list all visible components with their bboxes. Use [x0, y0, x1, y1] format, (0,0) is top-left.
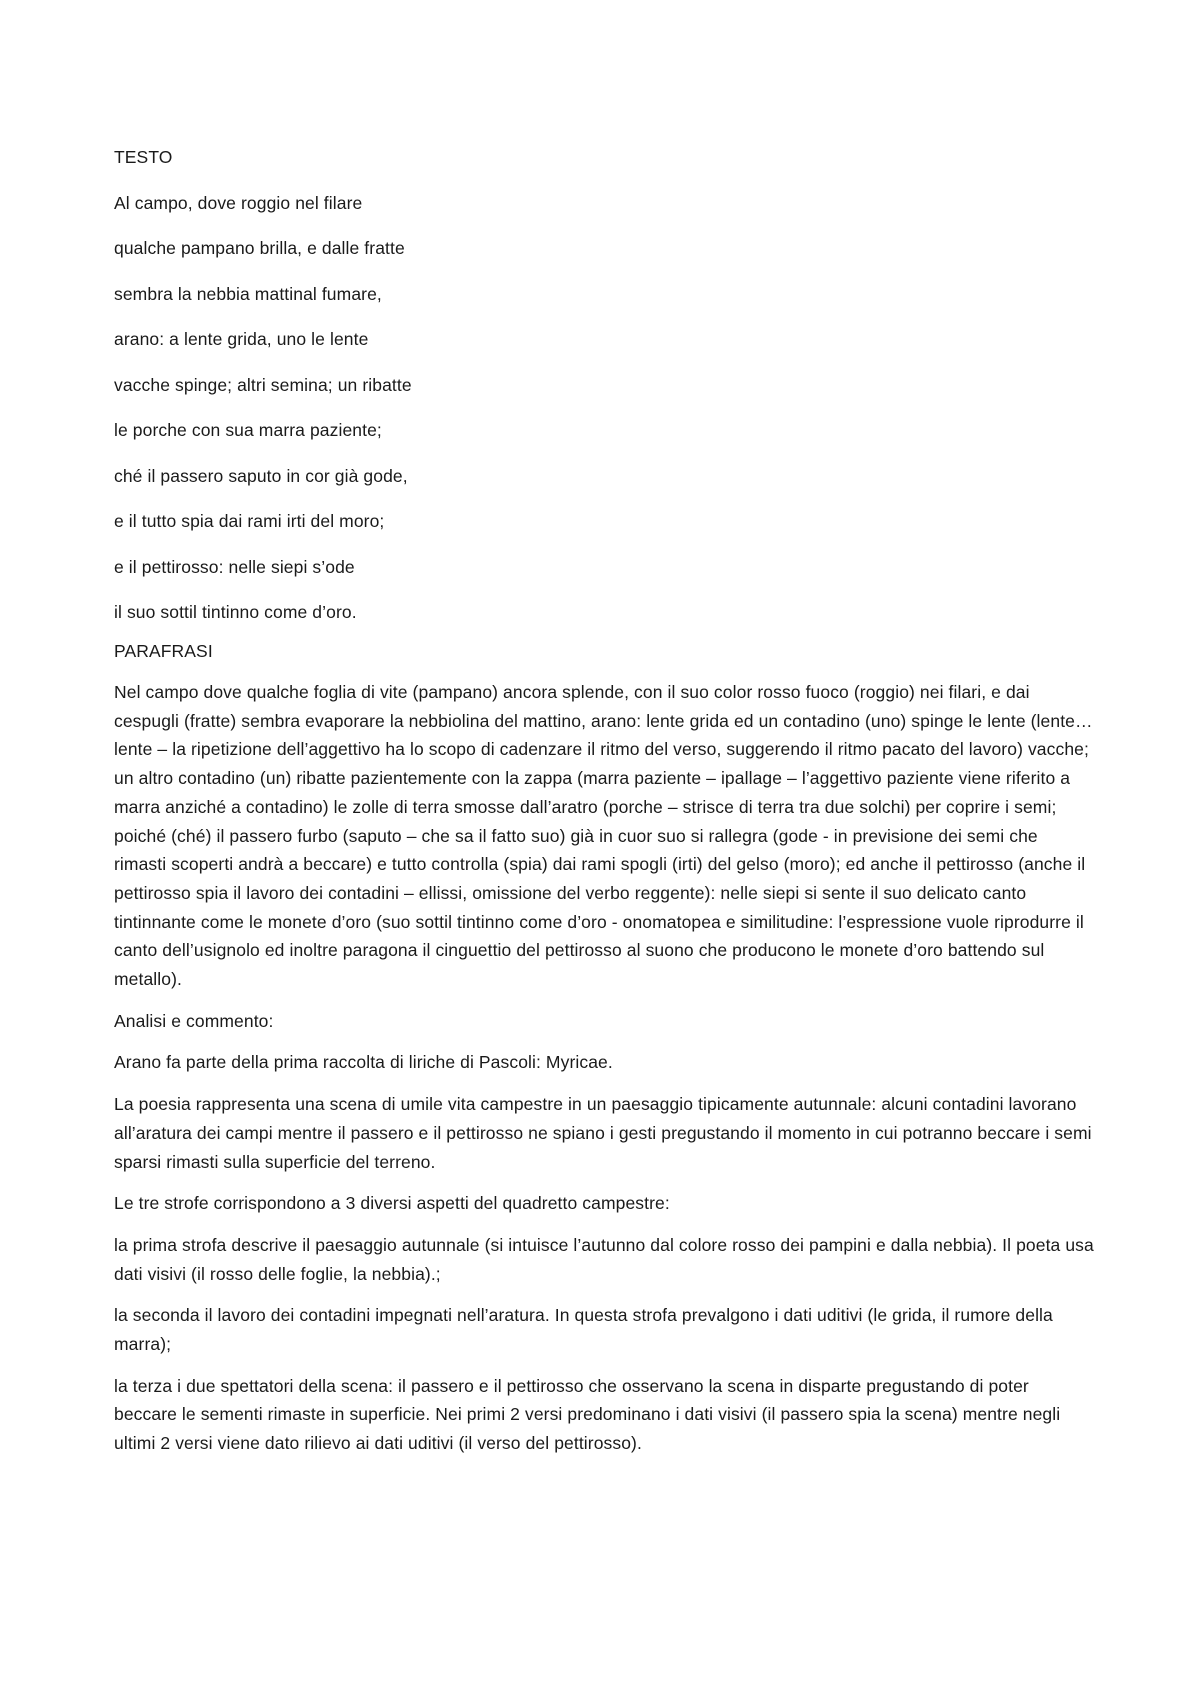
verse-line: Al campo, dove roggio nel filare	[114, 192, 363, 213]
verse-line: il suo sottil tintinno come d’oro.	[114, 602, 357, 622]
verse-line: vacche spinge; altri semina; un ribatte	[114, 374, 412, 395]
parafrasi-heading: PARAFRASI	[114, 641, 213, 661]
analisi-paragraph: la seconda il lavoro dei contadini impegnati nell’aratura. In questa strofa prevalgono i dati uditivi (le grida, il rumore della marra);	[114, 1305, 1053, 1355]
analisi-paragraph: la prima strofa descrive il paesaggio autunnale (si intuisce l’autunno dal colore rosso dei pampini e dalla nebbia). Il poeta usa dati visivi (il rosso delle foglie, la nebbia).;	[114, 1234, 1094, 1284]
analisi-paragraph: La poesia rappresenta una scena di umile vita campestre in un paesaggio tipicamente autunnale: alcuni contadini lavorano all’aratura dei campi mentre il passero e il pettirosso ne spiano i gesti pregustando il momento in cui potranno beccare i semi sparsi rimasti sulla superficie del terreno.	[114, 1094, 1092, 1172]
analisi-paragraph: Le tre strofe corrispondono a 3 diversi aspetti del quadretto campestre:	[114, 1193, 670, 1214]
analisi-paragraph: la terza i due spettatori della scena: il passero e il pettirosso che osservano la scena in disparte pregustando di poter beccare le sementi rimaste in superficie. Nei primi 2 versi predominano i dati visivi (il passero spia la scena) mentre negli ultimi 2 versi viene dato rilievo ai dati uditivi (il verso del pettirosso).	[114, 1375, 1061, 1454]
analisi-paragraph: Arano fa parte della prima raccolta di liriche di Pascoli: Myricae.	[114, 1052, 613, 1073]
poem-verses	[114, 192, 1094, 624]
parafrasi-paragraph: Nel campo dove qualche foglia di vite (pampano) ancora splende, con il suo color rosso fuoco (roggio) nei filari, e dai cespugli (fratte) sembra evaporare la nebbiolina del mattino, arano: lente grida ed un contadino (uno) spinge le lente (lente…lente – la ripetizione dell’aggettivo ha lo scopo di cadenzare il ritmo del verso, suggerendo il ritmo pacato del lavoro) vacche; un altro contadino (un) ribatte pazientemente con la zappa (marra paziente – ipallage – l’aggettivo paziente viene riferito a marra anziché a contadino) le zolle di terra smosse dall’aratro (porche – strisce di terra tra due solchi) per coprire i semi; poiché (ché) il passero furbo (saputo – che sa il fatto suo) già in cuor suo si rallegra (gode - in previsione dei semi che rimasti scoperti andrà a beccare) e tutto controlla (spia) dai rami spogli (irti) del gelso (moro); ed anche il pettirosso (anche il pettirosso spia il lavoro dei contadini – ellissi, omissione del verbo reggente): nelle siepi si sente il suo delicato canto tintinnante come le monete d’oro (suo sottil tintinno come d’oro - onomatopea e similitudine: l’espressione vuole riprodurre il canto dell’usignolo ed inoltre paragona il cinguettio del pettirosso al suono che producono le monete d’oro battendo sul metallo).	[114, 682, 1093, 990]
verse-line: ché il passero saputo in cor già gode,	[114, 465, 408, 486]
verse-line: sembra la nebbia mattinal fumare,	[114, 283, 382, 304]
analisi-heading: Analisi e commento:	[114, 1010, 274, 1031]
verse-line: e il pettirosso: nelle siepi s’ode	[114, 556, 355, 577]
testo-heading: TESTO	[114, 147, 173, 167]
verse-line: le porche con sua marra paziente;	[114, 420, 382, 440]
verse-line: arano: a lente grida, uno le lente	[114, 329, 369, 349]
document-page	[114, 146, 1094, 1458]
verse-line: e il tutto spia dai rami irti del moro;	[114, 511, 385, 531]
verse-line: qualche pampano brilla, e dalle fratte	[114, 238, 405, 258]
